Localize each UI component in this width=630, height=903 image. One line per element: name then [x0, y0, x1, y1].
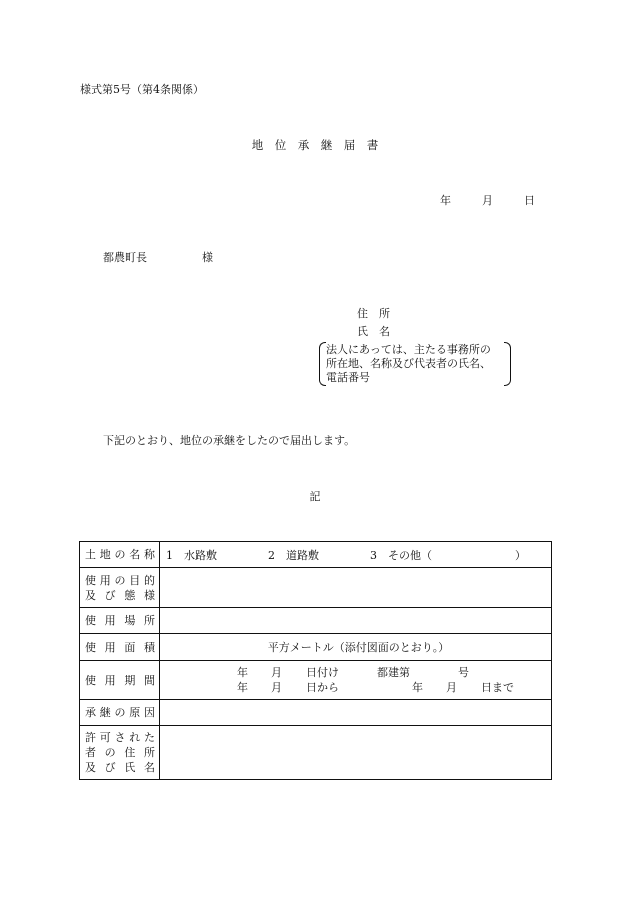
corp-note-line: 電話番号 — [326, 371, 370, 384]
location-label: 使用場所 — [80, 608, 160, 634]
corporation-note — [319, 342, 511, 386]
period-range — [166, 680, 551, 695]
period-value[interactable] — [160, 661, 552, 700]
bracket-right — [504, 342, 511, 386]
cause-value[interactable] — [160, 700, 552, 726]
purpose-label-line: 使用の目的 — [85, 573, 155, 587]
period-text: 日から — [306, 681, 339, 694]
date-day: 日 — [524, 194, 535, 207]
table-row — [80, 726, 552, 780]
date-year: 年 — [440, 194, 451, 207]
cause-label: 承継の原因 — [80, 700, 160, 726]
date-month: 月 — [482, 194, 493, 207]
form-table — [79, 541, 552, 780]
period-label: 使用期間 — [80, 661, 160, 700]
table-row — [80, 700, 552, 726]
addressee: 都農町長 様 — [103, 251, 213, 264]
table-row — [80, 661, 552, 700]
period-text: 月 — [446, 681, 457, 694]
permitted-label-line: 許可された — [85, 731, 155, 744]
period-text: 年 — [237, 666, 248, 679]
period-text: 号 — [458, 666, 469, 679]
period-text: 日まで — [481, 681, 514, 694]
land-name-value[interactable] — [160, 542, 552, 568]
table-row — [80, 634, 552, 661]
period-text: 都建第 — [377, 666, 410, 679]
submission-date — [440, 192, 535, 208]
permitted-label-line: 者の住所 — [85, 746, 155, 759]
period-permit-date — [166, 665, 551, 680]
period-text: 年 — [412, 681, 423, 694]
form-number: 様式第5号（第4条関係） — [80, 83, 204, 96]
purpose-label-line: 及び態様 — [85, 588, 155, 602]
land-name-label: 土地の名称 — [80, 542, 160, 568]
table-row — [80, 568, 552, 608]
period-text: 日付け — [306, 666, 339, 679]
address-label: 住 所 — [357, 307, 390, 320]
name-label: 氏 名 — [357, 325, 390, 338]
corp-note-line: 所在地、名称及び代表者の氏名、 — [326, 357, 491, 370]
area-value[interactable]: 平方メートル（添付図面のとおり。） — [160, 634, 552, 661]
bracket-left — [319, 342, 326, 386]
permitted-value[interactable] — [160, 726, 552, 780]
area-label: 使用面積 — [80, 634, 160, 661]
purpose-label — [80, 568, 160, 608]
permitted-label — [80, 726, 160, 780]
table-row — [80, 608, 552, 634]
period-text: 月 — [271, 681, 282, 694]
permitted-label-line: 及び氏名 — [85, 761, 155, 774]
option-road: 2 道路敷 — [268, 548, 319, 562]
option-waterway: 1 水路敷 — [166, 548, 217, 562]
option-other-close: ） — [515, 548, 526, 562]
table-row — [80, 542, 552, 568]
intro-text: 下記のとおり、地位の承継をしたので届出します。 — [103, 434, 356, 447]
document-title: 地 位 承 継 届 書 — [251, 138, 379, 152]
period-text: 年 — [237, 681, 248, 694]
ki-heading: 記 — [309, 490, 321, 503]
period-text: 月 — [271, 666, 282, 679]
purpose-value[interactable] — [160, 568, 552, 608]
location-value[interactable] — [160, 608, 552, 634]
corp-note-line: 法人にあっては、主たる事務所の — [326, 343, 491, 356]
option-other: 3 その他（ — [370, 548, 432, 562]
